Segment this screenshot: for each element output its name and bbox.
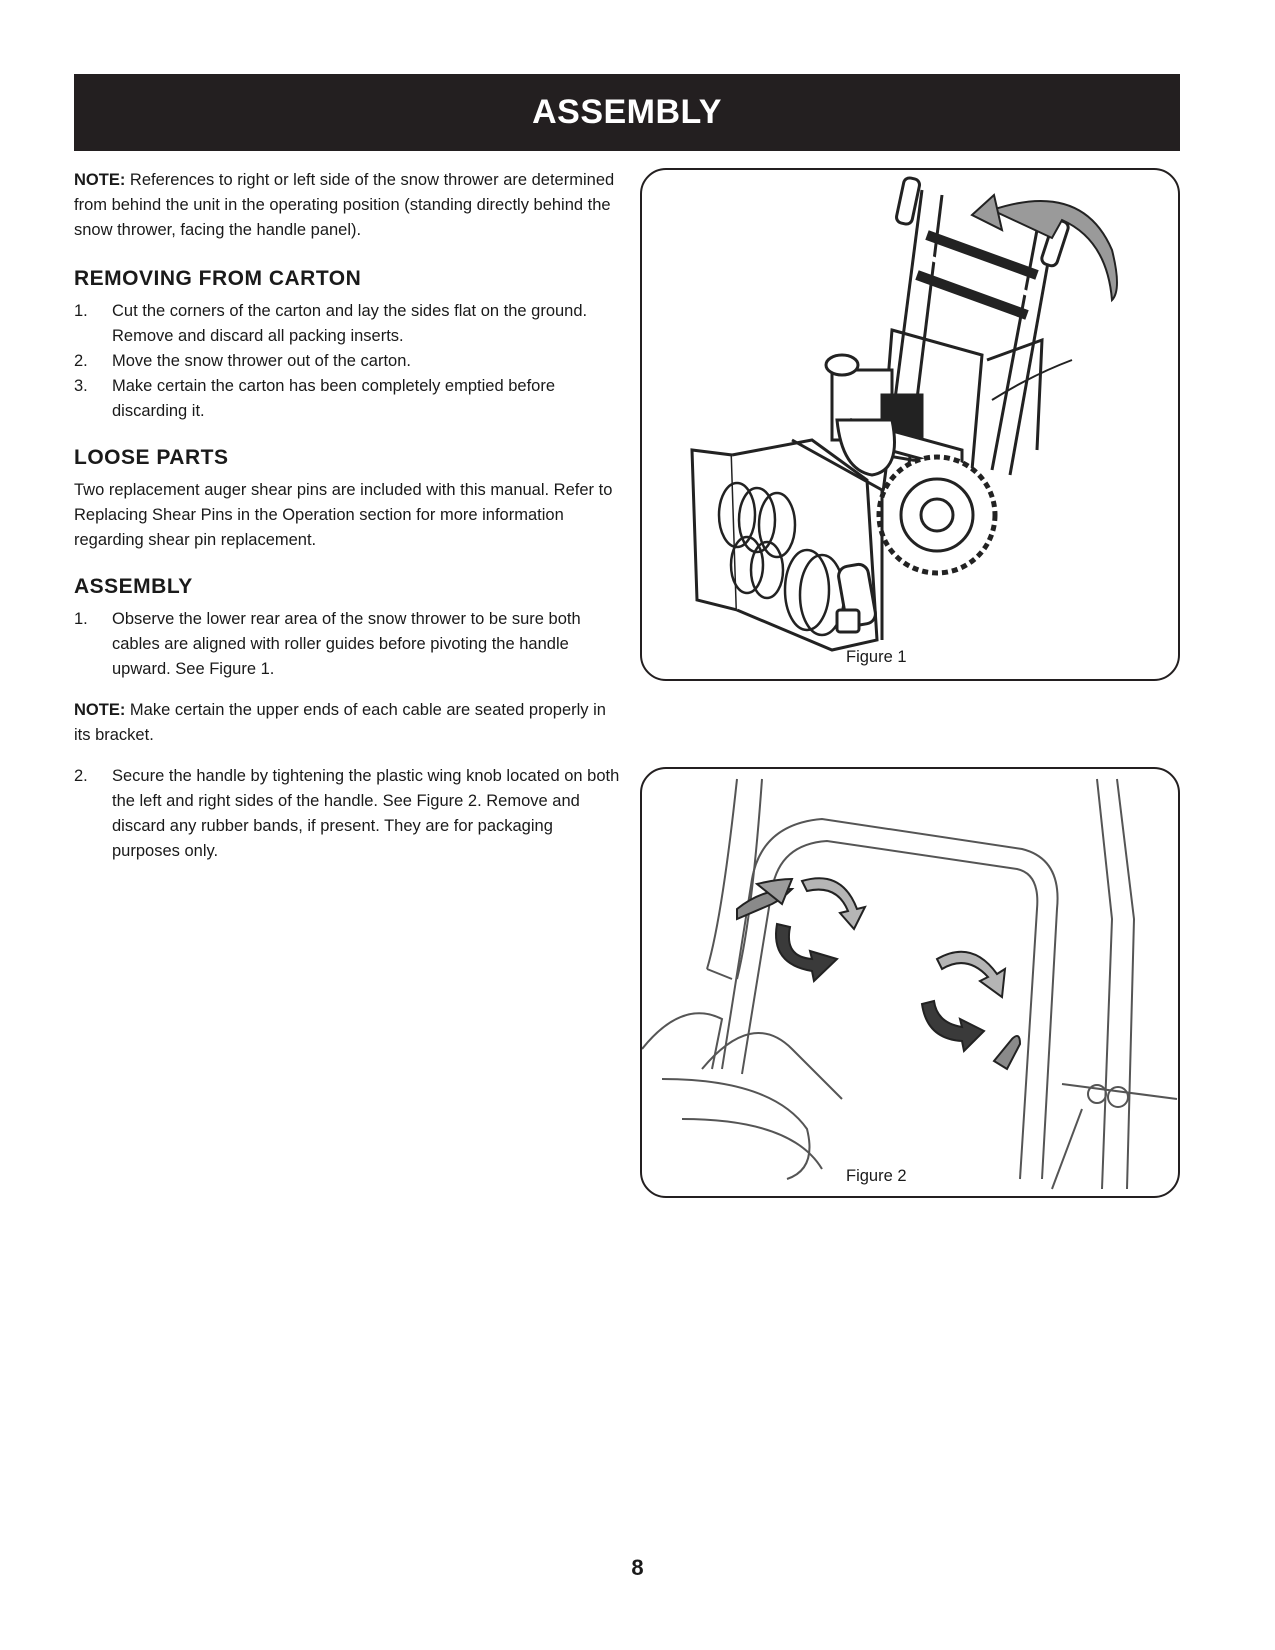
heading-removing-from-carton: REMOVING FROM CARTON — [74, 267, 362, 290]
rotate-arrow-icon — [922, 952, 1005, 1051]
rotate-arrow-icon — [776, 878, 865, 981]
note-text: References to right or left side of the snow thrower are determined from behind the unit in the operating position (standing directly behind the snow thrower, facing the handle panel). — [74, 171, 615, 239]
note-text: Make certain the upper ends of each cable are seated properly in its bracket. — [74, 701, 606, 744]
assembly-step-2 — [74, 764, 622, 864]
figure-2-caption: Figure 2 — [846, 1167, 907, 1185]
note-references — [74, 168, 622, 243]
figure-1-caption: Figure 1 — [846, 648, 907, 666]
list-item: 1. Observe the lower rear area of the snow thrower to be sure both cables are aligned with roller guides before pivoting the handle upward. See Figure 1. — [74, 610, 581, 678]
figure-1-frame — [640, 168, 1180, 681]
section-banner: ASSEMBLY — [74, 74, 1180, 151]
heading-loose-parts: LOOSE PARTS — [74, 446, 229, 469]
heading-assembly: ASSEMBLY — [74, 575, 193, 598]
loose-parts-text: Two replacement auger shear pins are included with this manual. Refer to Replacing Shear Pins in the Operation section for more information regarding shear pin replacement. — [74, 481, 613, 549]
handle-knob-illustration — [642, 769, 1178, 1196]
page-number: 8 — [631, 1555, 644, 1580]
list-item: 2. Secure the handle by tightening the plastic wing knob located on both the left and right sides of the handle. See Figure 2. Remove and discard any rubber bands, if present. They are for packaging purposes only. — [74, 767, 620, 860]
list-item: 1. Cut the corners of the carton and lay the sides flat on the ground. Remove and discard all packing inserts. — [74, 302, 588, 345]
note-label: NOTE: — [74, 701, 126, 719]
list-item: 2. Move the snow thrower out of the carton. — [74, 352, 411, 370]
assembly-step-1 — [74, 607, 622, 682]
figure-2-frame — [640, 767, 1180, 1198]
list-item: 3. Make certain the carton has been completely emptied before discarding it. — [74, 377, 556, 420]
snow-thrower-illustration — [642, 170, 1178, 679]
text-column — [74, 168, 622, 864]
wing-knob-icon — [994, 1036, 1020, 1069]
wing-knob-icon — [737, 879, 792, 919]
removing-steps-list — [74, 299, 622, 424]
note-cable-ends — [74, 698, 622, 748]
note-label: NOTE: — [74, 171, 126, 189]
